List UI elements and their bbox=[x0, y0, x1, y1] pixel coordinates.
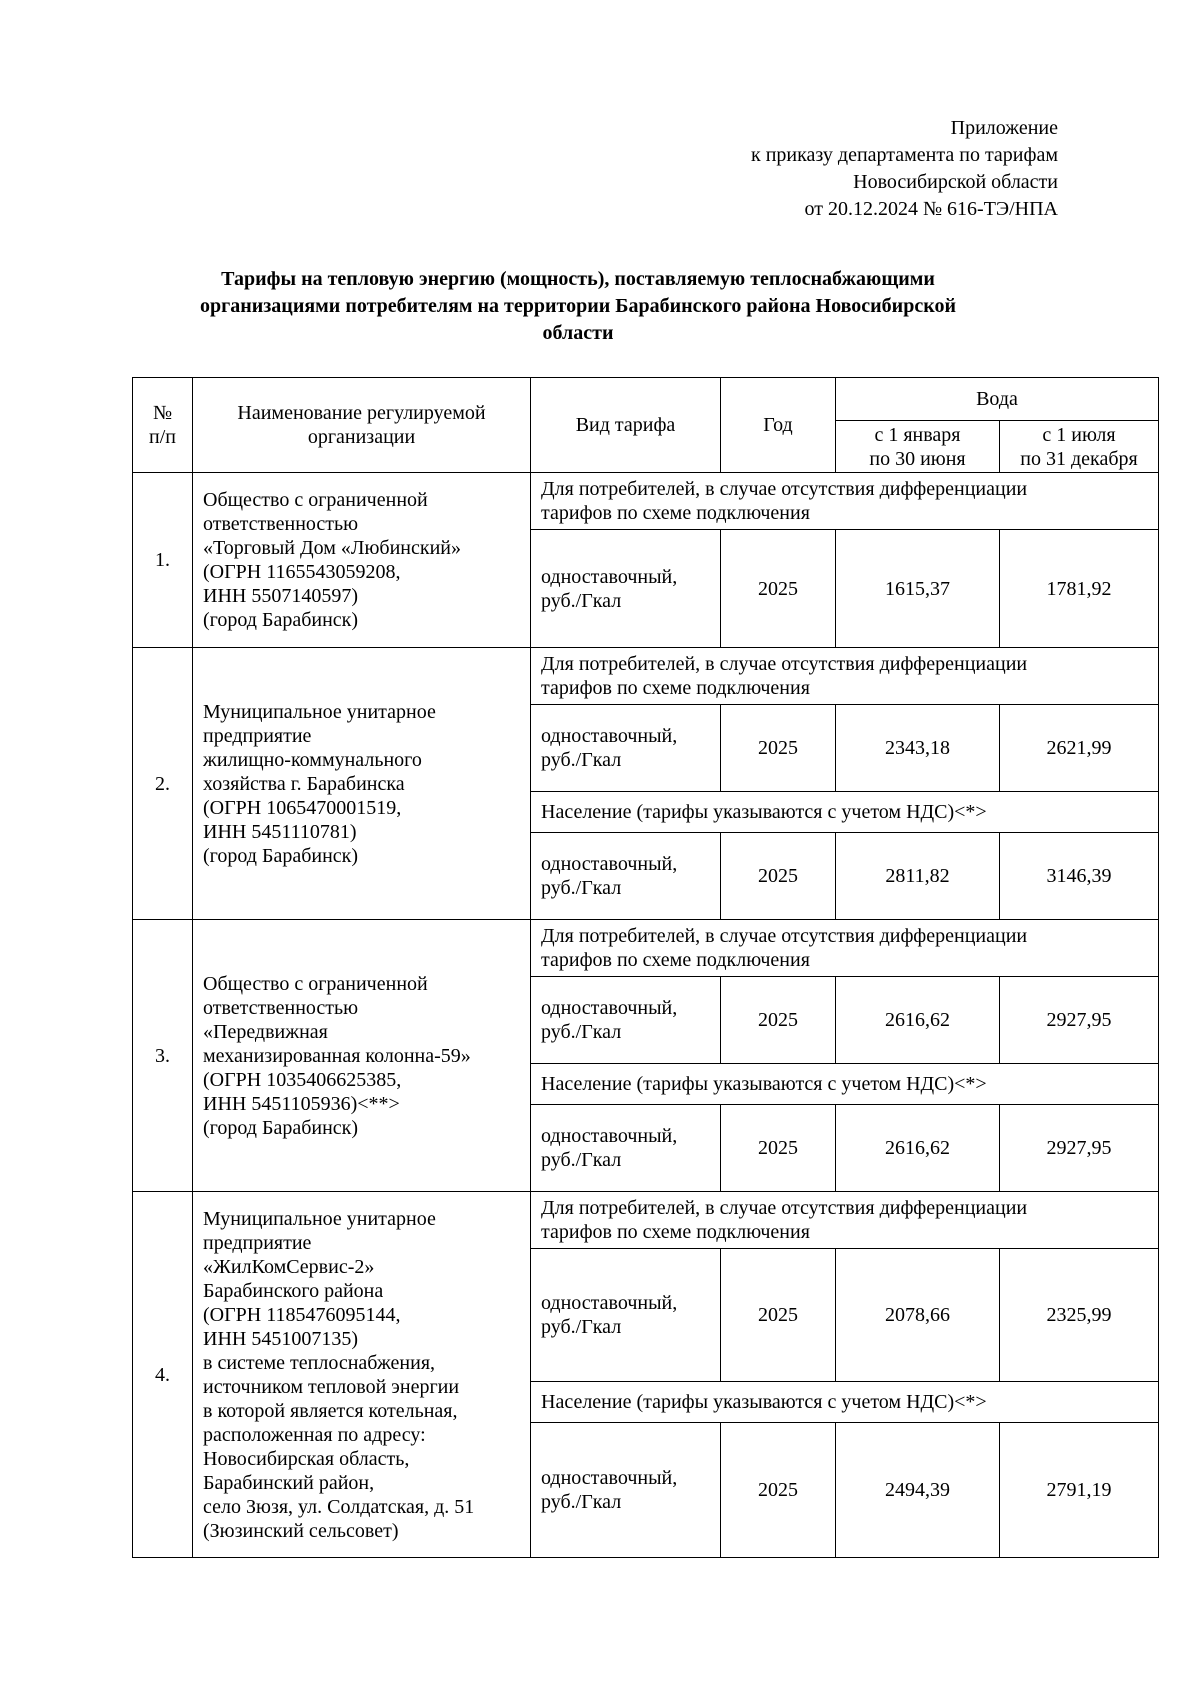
table-body bbox=[133, 473, 1159, 1558]
population-label: Население (тарифы указываются с учетом НДС)<*> bbox=[531, 1064, 1159, 1105]
value-period-2: 1781,92 bbox=[1000, 530, 1159, 648]
value-period-2: 3146,39 bbox=[1000, 833, 1159, 920]
header-row bbox=[133, 378, 1159, 421]
year-cell: 2025 bbox=[721, 1423, 836, 1558]
consumers-label: Для потребителей, в случае отсутствия дифференциации тарифов по схеме подключения bbox=[531, 1192, 1159, 1249]
org-name-line: ИНН 5507140597) bbox=[203, 585, 358, 607]
header-num: № п/п bbox=[133, 378, 193, 473]
tariff-kind: одноставочный, руб./Гкал bbox=[531, 1249, 721, 1382]
org-name-line: Барабинского района bbox=[203, 1279, 384, 1302]
org-name-line: механизированная колонна-59» bbox=[203, 1044, 471, 1067]
org-name bbox=[193, 648, 531, 920]
value-period-2: 2621,99 bbox=[1000, 705, 1159, 792]
year-cell: 2025 bbox=[721, 977, 836, 1064]
value-period-1: 2616,62 bbox=[836, 1105, 1000, 1192]
header-org: Наименование регулируемой организации bbox=[193, 378, 531, 473]
row-number: 3. bbox=[133, 920, 193, 1192]
value-period-1: 2494,39 bbox=[836, 1423, 1000, 1558]
year-cell: 2025 bbox=[721, 1249, 836, 1382]
header-period-1: с 1 января по 30 июня bbox=[836, 421, 1000, 473]
org-name-line: (ОГРН 1035406625385, bbox=[203, 1068, 402, 1091]
row-number: 4. bbox=[133, 1192, 193, 1558]
value-period-2: 2927,95 bbox=[1000, 977, 1159, 1064]
value-period-2: 2791,19 bbox=[1000, 1423, 1159, 1558]
org-name-line: «Передвижная bbox=[203, 1020, 328, 1043]
org-name-line: жилищно-коммунального bbox=[203, 748, 422, 771]
row-number: 2. bbox=[133, 648, 193, 920]
header-tariff-type: Вид тарифа bbox=[531, 378, 721, 473]
org-name-line: Муниципальное унитарное bbox=[203, 1207, 436, 1230]
table-row bbox=[133, 473, 1159, 530]
org-name bbox=[193, 1192, 531, 1558]
org-name-line: (ОГРН 1185476095144, bbox=[203, 1303, 401, 1326]
org-name-line: в которой является котельная, bbox=[203, 1399, 458, 1422]
value-period-1: 2343,18 bbox=[836, 705, 1000, 792]
annex-header bbox=[751, 115, 1058, 223]
org-name bbox=[193, 920, 531, 1192]
tariffs-table bbox=[132, 377, 1159, 1558]
population-label: Население (тарифы указываются с учетом НДС)<*> bbox=[531, 792, 1159, 833]
annex-line: Приложение bbox=[950, 117, 1058, 139]
annex-line: Новосибирской области bbox=[853, 171, 1058, 193]
value-period-1: 2616,62 bbox=[836, 977, 1000, 1064]
year-cell: 2025 bbox=[721, 530, 836, 648]
value-period-2: 2927,95 bbox=[1000, 1105, 1159, 1192]
org-name-line: ИНН 5451105936)<**> bbox=[203, 1092, 400, 1115]
org-name-line: «Торговый Дом «Любинский» bbox=[203, 537, 462, 559]
table-row bbox=[133, 920, 1159, 977]
org-name-line: (город Барабинск) bbox=[203, 844, 359, 867]
value-period-1: 1615,37 bbox=[836, 530, 1000, 648]
consumers-label: Для потребителей, в случае отсутствия дифференциации тарифов по схеме подключения bbox=[531, 473, 1159, 530]
org-name-line: предприятие bbox=[203, 724, 312, 747]
value-period-1: 2078,66 bbox=[836, 1249, 1000, 1382]
value-period-1: 2811,82 bbox=[836, 833, 1000, 920]
org-name-line: Барабинский район, bbox=[203, 1471, 375, 1494]
row-number: 1. bbox=[133, 473, 193, 648]
year-cell: 2025 bbox=[721, 705, 836, 792]
tariff-kind: одноставочный, руб./Гкал bbox=[531, 833, 721, 920]
org-name-line: село Зюзя, ул. Солдатская, д. 51 bbox=[203, 1495, 475, 1518]
table-row bbox=[133, 648, 1159, 705]
document-title bbox=[132, 266, 1024, 347]
org-name-line: Общество с ограниченной bbox=[203, 972, 428, 995]
header-period-2: с 1 июля по 31 декабря bbox=[1000, 421, 1159, 473]
consumers-label: Для потребителей, в случае отсутствия дифференциации тарифов по схеме подключения bbox=[531, 920, 1159, 977]
table-row bbox=[133, 1192, 1159, 1249]
org-name-line: Муниципальное унитарное bbox=[203, 700, 436, 723]
org-name-line: (город Барабинск) bbox=[203, 1116, 359, 1139]
org-name-line: Общество с ограниченной bbox=[203, 489, 428, 511]
annex-line: от 20.12.2024 № 616-ТЭ/НПА bbox=[804, 198, 1058, 220]
org-name-line: ИНН 5451007135) bbox=[203, 1327, 358, 1350]
tariff-kind: одноставочный, руб./Гкал bbox=[531, 1423, 721, 1558]
header-water: Вода bbox=[836, 378, 1159, 421]
title-line: Тарифы на тепловую энергию (мощность), поставляемую теплоснабжающими bbox=[221, 268, 935, 290]
org-name-line: расположенная по адресу: bbox=[203, 1423, 426, 1446]
org-name-line: (ОГРН 1165543059208, bbox=[203, 561, 401, 583]
org-name-line: предприятие bbox=[203, 1231, 312, 1254]
title-line: организациями потребителям на территории Барабинского района Новосибирской bbox=[200, 295, 956, 317]
org-name bbox=[193, 473, 531, 648]
org-name-line: ответственностью bbox=[203, 996, 359, 1019]
org-name-line: (ОГРН 1065470001519, bbox=[203, 796, 402, 819]
tariff-kind: одноставочный, руб./Гкал bbox=[531, 530, 721, 648]
year-cell: 2025 bbox=[721, 1105, 836, 1192]
org-name-line: «ЖилКомСервис-2» bbox=[203, 1255, 375, 1278]
org-name-line: источником тепловой энергии bbox=[203, 1375, 460, 1398]
population-label: Население (тарифы указываются с учетом НДС)<*> bbox=[531, 1382, 1159, 1423]
tariff-kind: одноставочный, руб./Гкал bbox=[531, 977, 721, 1064]
org-name-line: (город Барабинск) bbox=[203, 609, 359, 631]
year-cell: 2025 bbox=[721, 833, 836, 920]
value-period-2: 2325,99 bbox=[1000, 1249, 1159, 1382]
tariff-kind: одноставочный, руб./Гкал bbox=[531, 1105, 721, 1192]
org-name-line: ИНН 5451110781) bbox=[203, 820, 357, 843]
org-name-line: ответственностью bbox=[203, 513, 359, 535]
org-name-line: (Зюзинский сельсовет) bbox=[203, 1519, 399, 1542]
annex-line: к приказу департамента по тарифам bbox=[751, 144, 1058, 166]
title-line: области bbox=[542, 322, 614, 344]
org-name-line: в системе теплоснабжения, bbox=[203, 1351, 436, 1374]
tariff-kind: одноставочный, руб./Гкал bbox=[531, 705, 721, 792]
org-name-line: хозяйства г. Барабинска bbox=[203, 772, 405, 795]
consumers-label: Для потребителей, в случае отсутствия дифференциации тарифов по схеме подключения bbox=[531, 648, 1159, 705]
header-year: Год bbox=[721, 378, 836, 473]
org-name-line: Новосибирская область, bbox=[203, 1447, 410, 1470]
